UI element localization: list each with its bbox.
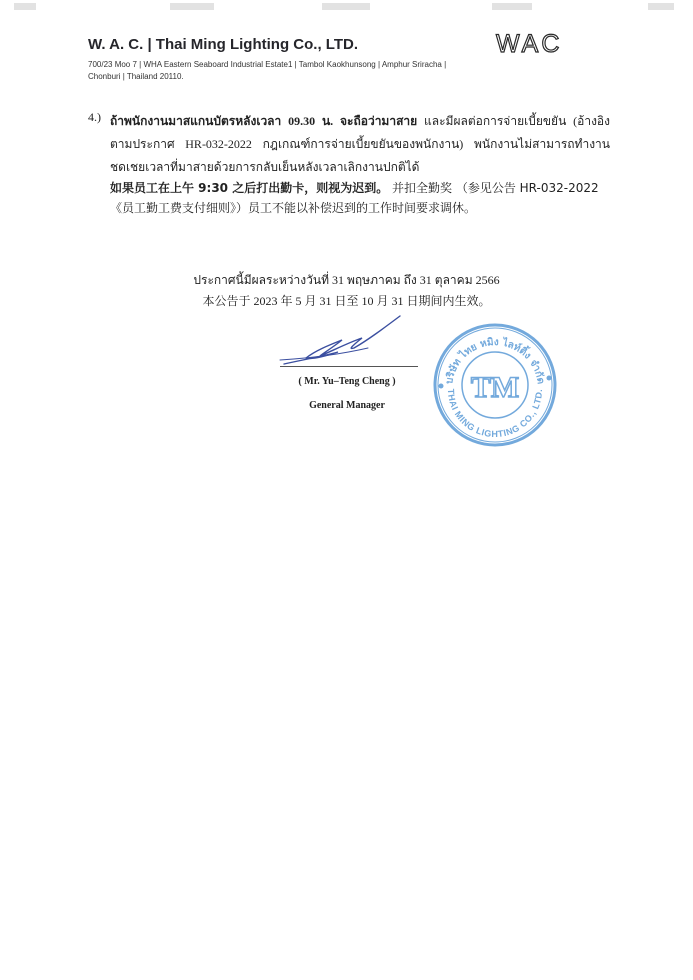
effective-thai: ประกาศนี้มีผลระหว่างวันที่ 31 พฤษภาคม ถึง 31 ตุลาคม 2566 — [193, 273, 500, 287]
chinese-paragraph — [110, 178, 610, 218]
chinese-remaining-text: 并扣全勤奖 （参见公告 HR-032-2022《员工勤工费支付细则》）员工不能以补偿迟到的工作时间要求调休。 — [110, 181, 599, 215]
effective-chinese: 本公告于 2023 年 5 月 31 日至 10 月 31 日期间内生效。 — [202, 294, 491, 308]
company-seal — [430, 320, 560, 450]
signature-line — [280, 366, 418, 367]
item-number: 4.) — [88, 110, 101, 124]
thai-paragraph — [110, 110, 610, 179]
svg-text:WAC: WAC — [496, 30, 563, 56]
chinese-bold-sentence: 如果员工在上午 9:30 之后打出勤卡，则视为迟到。 — [110, 181, 389, 195]
thai-remaining-text: และมีผลต่อการจ่ายเบี้ยขยัน (อ้างอิงตามประกาศ HR-032-2022 กฎเกณฑ์การจ่ายเบี้ยขยันของพนักงาน) พนักงานไม่สามารถทำงานชดเชยเวลาที่มาสายด้วยการกลับเย็นหลังเวลาเลิกงานปกติได้ — [110, 114, 610, 174]
letterhead — [88, 30, 618, 86]
company-name: W. A. C. | Thai Ming Lighting Co., LTD. — [88, 36, 358, 53]
signer-title: General Manager — [309, 400, 385, 411]
svg-text:บริษัท ไทย หมิง ไลท์ติ้ง จำกัด: บริษัท ไทย หมิง ไลท์ติ้ง จำกัด — [444, 336, 546, 385]
address-line-2: Chonburi | Thailand 20110. — [88, 72, 184, 81]
address-line-1: 700/23 Moo 7 | WHA Eastern Seaboard Industrial Estate1 | Tambol Kaokhunsong | Amphur Sriracha | — [88, 60, 447, 69]
wac-logo — [494, 30, 604, 56]
handwritten-signature — [272, 310, 422, 370]
signature-block — [272, 310, 422, 420]
svg-text:TM: TM — [470, 371, 520, 404]
scan-artifacts — [0, 0, 693, 14]
signer-name: ( Mr. Yu–Teng Cheng ) — [298, 376, 396, 387]
svg-text:THAI MING LIGHTING CO., LTD.: THAI MING LIGHTING CO., LTD. — [445, 388, 545, 440]
company-address — [88, 59, 508, 83]
thai-bold-sentence: ถ้าพนักงานมาสแกนบัตรหลังเวลา 09.30 น. จะถือว่ามาสาย — [110, 114, 418, 128]
effective-period — [0, 270, 693, 312]
